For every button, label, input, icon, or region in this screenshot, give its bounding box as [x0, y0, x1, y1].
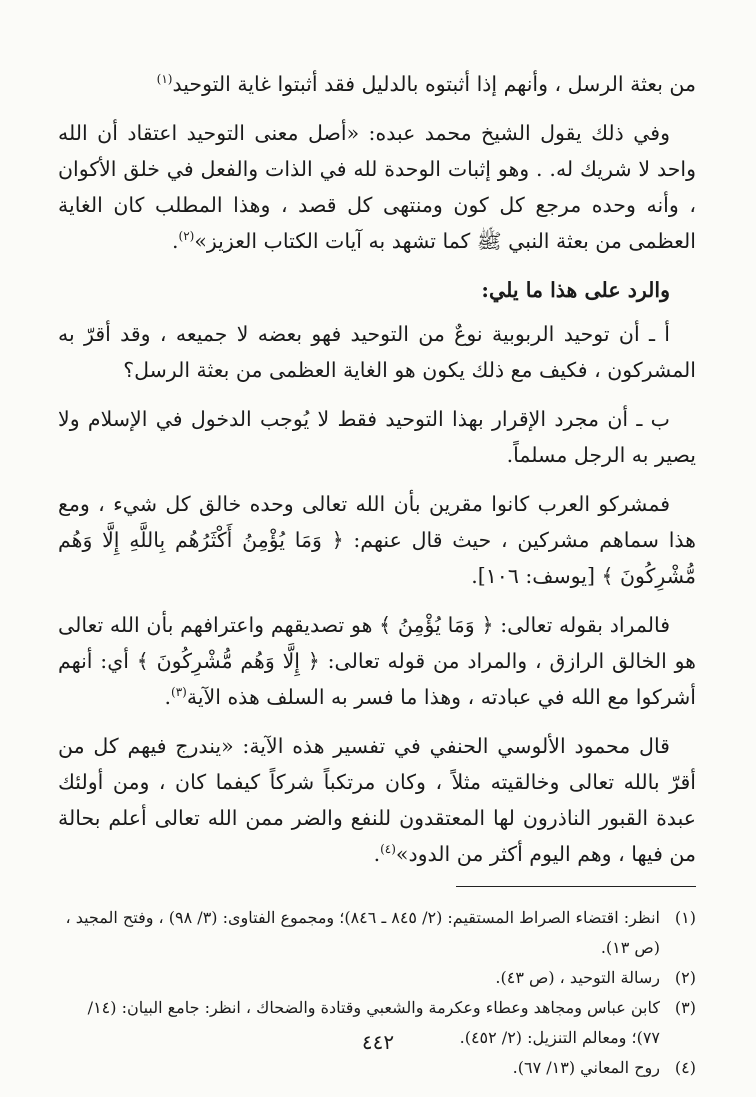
paragraph-1: من بعثة الرسل ، وأنهم إذا أثبتوه بالدليل فقد أثبتوا غاية التوحيد$^{(١)}$ — [156, 72, 696, 96]
footnote-number: (٤) — [674, 1058, 696, 1077]
paragraph-point-b: ب ـ أن مجرد الإقرار بهذا التوحيد فقط لا يُوجب الدخول في الإسلام ولا يصير به الرجل مسلماً. — [58, 407, 696, 467]
page-number: ٤٤٢ — [361, 1030, 395, 1054]
footnote-ref-1: (١) — [156, 72, 173, 87]
footnote-text: كابن عباس ومجاهد وعطاء وعكرمة والشعبي وقتادة والضحاك ، انظر: جامع البيان: (١٤/ ٧٧)؛ ومعالم التنزيل: (٢/ ٤٥٢). — [87, 998, 660, 1047]
paragraph-quran-verse: فمشركو العرب كانوا مقرين بأن الله تعالى وحده خالق كل شيء ، ومع هذا سماهم مشركين ، حيث قال عنهم: ﴿ وَمَا يُؤْمِنُ أَكْثَرُهُم بِاللَّهِ إِلَّا وَهُم مُّشْرِكُونَ ﴾ [يوسف: ١٠٦]. — [58, 492, 696, 588]
section-heading: والرد على هذا ما يلي: — [481, 278, 670, 302]
paragraph-2: وفي ذلك يقول الشيخ محمد عبده: «أصل معنى التوحيد اعتقاد أن الله واحد لا شريك له. . وهو إثبات الوحدة لله في الذات والفعل في خلق الأكوان ، وأنه وحده مرجع كل كون ومنتهى كل قصد ، وهذا المطلب كان الغاية العظمى من بعثة النبي ﷺ كما تشهد به آيات الكتاب العزيز»$^{(٢)}$. — [58, 121, 696, 253]
footnote-ref-3: (٣) — [171, 685, 187, 700]
footnote-ref-2: (٢) — [178, 229, 195, 244]
footnotes — [58, 903, 696, 1083]
footnote-text: انظر: اقتضاء الصراط المستقيم: (٢/ ٨٤٥ ـ ٨٤٦)؛ ومجموع الفتاوى: (٣/ ٩٨) ، وفتح المجيد ، (ص ١٣). — [65, 908, 660, 957]
paragraph-alusi-quote: قال محمود الألوسي الحنفي في تفسير هذه الآية: «يندرج فيهم كل من أقرّ بالله تعالى وخالقيته مثلاً ، وكان مرتكباً شركاً كيفما كان ، ومن أولئك عبدة القبور الناذرون لها المعتقدون للنفع والضر ممن الله تعالى أعلم بحالة من فيها ، وهم اليوم أكثر من الدود»$^{(٤)}$. — [58, 734, 696, 866]
paragraph-explanation: فالمراد بقوله تعالى: ﴿ وَمَا يُؤْمِنُ ﴾ هو تصديقهم واعترافهم بأن الله تعالى هو الخالق الرازق ، والمراد من قوله تعالى: ﴿ إِلَّا وَهُم مُّشْرِكُونَ ﴾ أي: أنهم أشركوا مع الله في عبادته ، وهذا ما فسر به السلف هذه الآية$^{(٣)}$. — [58, 613, 696, 709]
footnote-number: (٣) — [674, 998, 696, 1017]
footnote-item — [58, 903, 696, 963]
footnote-ref-4: (٤) — [380, 842, 396, 857]
footnote-item — [58, 963, 696, 993]
footnote-divider — [456, 886, 696, 887]
footnote-item — [58, 1053, 696, 1083]
paragraph-point-a: أ ـ أن توحيد الربوبية نوعٌ من التوحيد فهو بعضه لا جميعه ، وقد أقرّ به المشركون ، فكيف مع ذلك يكون هو الغاية العظمى من بعثة الرسل؟ — [58, 322, 696, 382]
footnote-number: (٢) — [674, 968, 696, 987]
footnote-text: روح المعاني (١٣/ ٦٧). — [512, 1058, 660, 1077]
footnote-text: رسالة التوحيد ، (ص ٤٣). — [495, 968, 660, 987]
footnote-number: (١) — [674, 908, 696, 927]
